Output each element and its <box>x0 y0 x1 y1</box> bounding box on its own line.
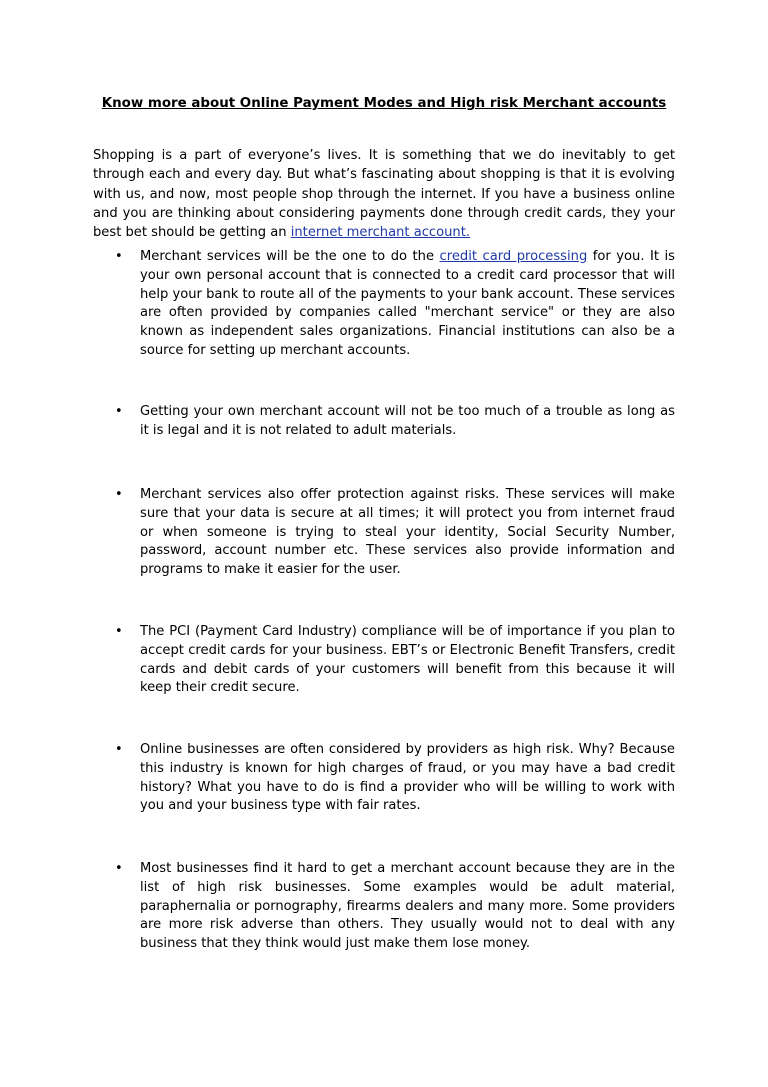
list-item-text: Merchant services will be the one to do the <box>140 249 440 264</box>
list-item <box>115 248 675 361</box>
list-item <box>115 741 675 816</box>
bullet-icon: • <box>115 624 123 639</box>
list-item <box>115 486 675 580</box>
list-item-text: Merchant services also offer protection against risks. These services will make sure that your data is secure at all times; it will protect you from internet fraud or when someone is trying to steal your identity, Social Security Number, password, account number etc. These services also provide information and programs to make it easier for the user. <box>140 487 675 578</box>
list-item-text: Getting your own merchant account will not be too much of a trouble as long as it is legal and it is not related to adult materials. <box>140 404 675 438</box>
intro-text: Shopping is a part of everyone’s lives. It is something that we do inevitably to get through each and every day. But what’s fascinating about shopping is that it is evolving with us, and now, most people shop through the internet. If you have a business online and you are thinking about considering payments done through credit cards, they your best bet should be getting an <box>93 148 675 241</box>
list-item <box>115 860 675 954</box>
bullet-icon: • <box>115 404 123 419</box>
bullet-icon: • <box>115 249 123 264</box>
bullet-icon: • <box>115 742 123 757</box>
list-item-text: The PCI (Payment Card Industry) compliance will be of importance if you plan to accept credit cards for your business. EBT’s or Electronic Benefit Transfers, credit cards and debit cards of your customers will benefit from this because it will keep their credit secure. <box>140 624 675 696</box>
credit-card-processing-link[interactable]: credit card processing <box>439 249 588 264</box>
bullet-icon: • <box>115 861 123 876</box>
list-item-text: Most businesses find it hard to get a merchant account because they are in the list of high risk businesses. Some examples would be adult material, paraphernalia or pornography, firearms dealers and many more. Some providers are more risk adverse than others. They usually would not to deal with any business that they think would just make them lose money. <box>140 861 675 952</box>
page-title: Know more about Online Payment Modes and High risk Merchant accounts <box>101 96 667 111</box>
list-item <box>115 623 675 698</box>
bullet-icon: • <box>115 487 123 502</box>
internet-merchant-account-link[interactable]: internet merchant account. <box>290 225 471 241</box>
intro-paragraph <box>93 146 675 242</box>
list-item-text: Online businesses are often considered by providers as high risk. Why? Because this industry is known for high charges of fraud, or you may have a bad credit history? What you have to do is find a provider who will be willing to work with you and your business type with fair rates. <box>140 742 675 814</box>
list-item-text: for you. It is your own personal account that is connected to a credit card processor that will help your bank to route all of the payments to your bank account. These services are often provided by companies called "merchant service" or they are also known as independent sales organizations. Financial institutions can also be a source for setting up merchant accounts. <box>140 249 675 358</box>
list-item <box>115 403 675 441</box>
